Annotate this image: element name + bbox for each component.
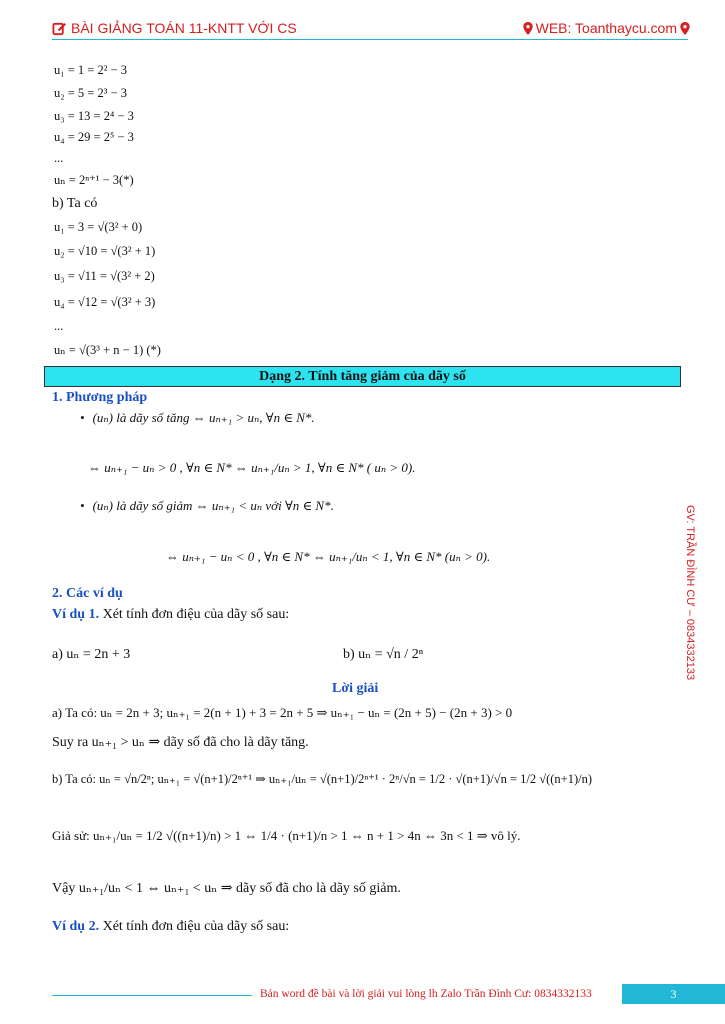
math-line: u₁ = 3 = √(3² + 0) <box>54 220 143 234</box>
math-line: u₃ = √11 = √(3² + 2) <box>54 269 155 283</box>
section-banner: Dạng 2. Tính tăng giảm của dãy số <box>44 366 681 387</box>
increasing-rule: • (uₙ) là dãy số tăng ⇔ uₙ₊₁ > uₙ, ∀n ∈ N*. <box>80 410 315 426</box>
math-line: u₂ = √10 = √(3² + 1) <box>54 244 156 258</box>
solution-title: Lời giải <box>332 681 379 696</box>
map-pin-icon <box>680 22 690 35</box>
example-1-label: Ví dụ 1. <box>52 607 100 622</box>
sidebar-credit-text: GV: TRẦN ĐÌNH CƯ – 0834332133 <box>684 505 696 681</box>
header-title-group <box>52 20 297 36</box>
math-line: u₃ = 13 = 2⁴ − 3 <box>54 109 134 123</box>
solution-b-line-1: b) Ta có: uₙ = √n/2ⁿ; uₙ₊₁ = √(n+1)/2ⁿ⁺¹ ⇒ uₙ₊₁/uₙ = √(n+1)/2ⁿ⁺¹ · 2ⁿ/√n = 1/2 · √(n+1)/√n = 1/2 √((n+1)/n) <box>52 772 592 786</box>
math-line: uₙ = 2ⁿ⁺¹ − 3(*) <box>54 173 134 187</box>
increasing-equivalence: ⇔ uₙ₊₁ − uₙ > 0 , ∀n ∈ N* ⇔ uₙ₊₁/uₙ > 1, ∀n ∈ N* ( uₙ > 0). <box>88 460 416 475</box>
solution-b-line-3: Vậy uₙ₊₁/uₙ < 1 ⇔ uₙ₊₁ < uₙ ⇒ dãy số đã cho là dãy số giảm. <box>52 881 401 896</box>
math-line: ... <box>54 151 64 165</box>
math-line: u₂ = 5 = 2³ − 3 <box>54 86 128 100</box>
header-title: BÀI GIẢNG TOÁN 11-KNTT VỚI CS <box>71 20 297 36</box>
example-1-text: Xét tính đơn điệu của dãy số sau: <box>102 607 290 622</box>
solution-a-line-1: a) Ta có: uₙ = 2n + 3; uₙ₊₁ = 2(n + 1) + 3 = 2n + 5 ⇒ uₙ₊₁ − uₙ = (2n + 5) − (2n + 3) > 0 <box>52 705 513 720</box>
sidebar-credit <box>684 505 708 695</box>
map-pin-icon <box>523 22 533 35</box>
header-divider <box>52 39 688 40</box>
footer-text: Bản word đề bài và lời giải vui lòng lh Zalo Trần Đình Cư: 0834332133 <box>260 988 592 1000</box>
page-number: 3 <box>622 984 725 1004</box>
solution-b-line-2: Giả sử: uₙ₊₁/uₙ = 1/2 √((n+1)/n) > 1 ⇔ 1/4 · (n+1)/n > 1 ⇔ n + 1 > 4n ⇔ 3n < 1 ⇒ vô lý. <box>52 828 521 843</box>
decreasing-equivalence: ⇔ uₙ₊₁ − uₙ < 0 , ∀n ∈ N* ⇔ uₙ₊₁/uₙ < 1, ∀n ∈ N* (uₙ > 0). <box>166 549 491 564</box>
header-web-group <box>523 20 690 36</box>
decreasing-rule: • (uₙ) là dãy số giảm ⇔ uₙ₊₁ < uₙ với ∀n ∈ N*. <box>80 498 334 514</box>
math-line: ... <box>54 319 64 333</box>
example-2 <box>52 919 289 935</box>
solution-a-line-2: Suy ra uₙ₊₁ > uₙ ⇒ dãy số đã cho là dãy tăng. <box>52 735 309 750</box>
part-b-intro: b) Ta có <box>52 196 98 211</box>
math-line: u₄ = √12 = √(3² + 3) <box>54 295 156 309</box>
edit-icon <box>52 21 67 36</box>
examples-heading: 2. Các ví dụ <box>52 586 123 601</box>
math-line: uₙ = √(3³ + n − 1) (*) <box>54 343 161 357</box>
example-1-part-a: a) uₙ = 2n + 3 <box>52 647 131 662</box>
math-line: u₄ = 29 = 2⁵ − 3 <box>54 130 134 144</box>
method-heading: 1. Phương pháp <box>52 390 148 405</box>
example-1-part-b: b) uₙ = √n / 2ⁿ <box>343 647 424 662</box>
example-2-text: Xét tính đơn điệu của dãy số sau: <box>102 919 290 934</box>
math-line: u₁ = 1 = 2² − 3 <box>54 63 128 77</box>
header-web-link[interactable]: WEB: Toanthaycu.com <box>535 20 677 36</box>
footer-divider <box>52 995 252 996</box>
example-2-label: Ví dụ 2. <box>52 919 100 934</box>
example-1 <box>52 607 289 623</box>
